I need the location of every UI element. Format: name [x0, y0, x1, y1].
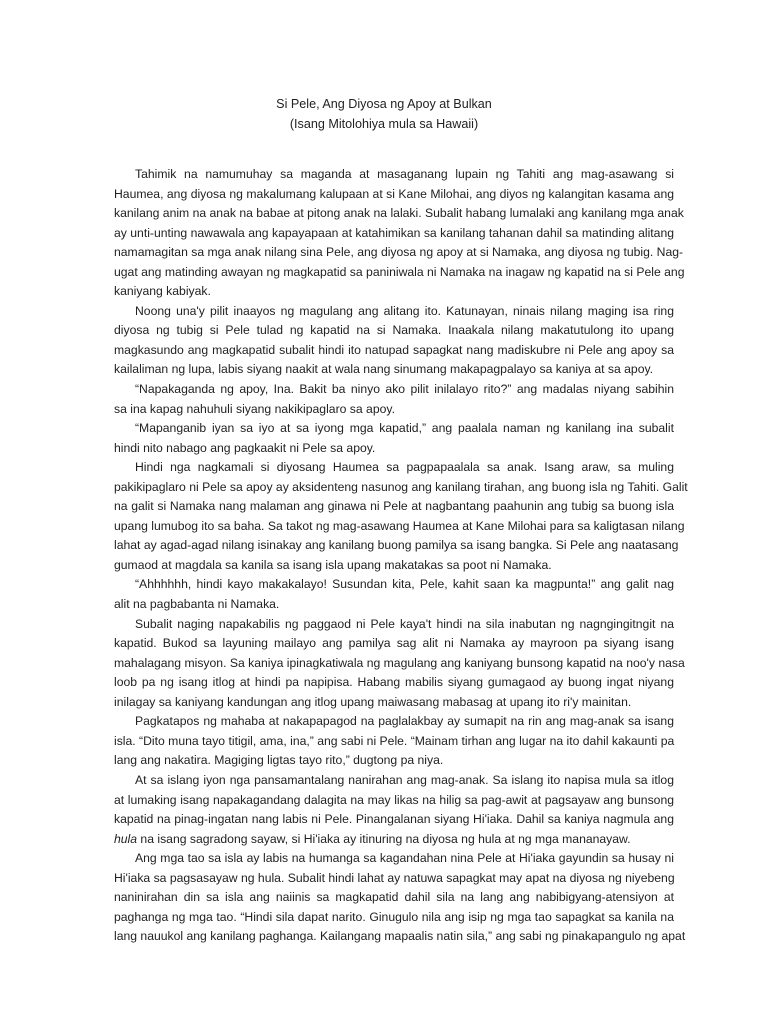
paragraph [114, 712, 674, 771]
text-line: na galit si Namaka nang malaman ang ginawa ni Pele at nagbantang paahunin ang tubig sa buong isla [114, 499, 674, 514]
paragraph [114, 458, 688, 575]
text-line: sa ina kapag nahuhuli siyang nakikipaglaro sa apoy. [114, 401, 395, 416]
italic-word: hula [114, 831, 138, 846]
text-line: ay unti-unting nawawala ang kapayapaan at katahimikan sa kanilang tahanan dahil sa matinding alitang [114, 225, 674, 240]
text-line: kapatid na pinag-ingatan nang labis ni Pele. Pinangalanan siyang Hi'iaka. Dahil sa kaniya nagmula ang [114, 812, 674, 827]
document-title: Si Pele, Ang Diyosa ng Apoy at Bulkan [276, 97, 492, 111]
paragraph [114, 302, 674, 380]
text-line: loob pa ng isang itlog at hindi pa napipisa. Habang mabilis siyang gumagaod ay buong ingat niyang [114, 675, 674, 690]
text-line: kailaliman ng lupa, labis siyang naakit at wala nang sinumang makapagpalayo sa kaniya at sa apoy. [114, 362, 654, 377]
text-line: Tahimik na namumuhay sa maganda at masaganang lupain ng Tahiti ang mag-asawang si [135, 167, 674, 181]
text-line: Haumea, ang diyosa ng makalumang kalupaan at si Kane Milohai, ang diyos ng kalangitan kasama ang [114, 186, 674, 201]
text-line: naninirahan din sa isla ang naiinis sa magkapatid dahil sila na lang ang nabibigyang-atensiyon at [114, 890, 674, 905]
text-line: At sa islang iyon nga pansamantalang nanirahan ang mag-anak. Sa islang ito napisa mula sa itlog [135, 772, 674, 787]
text-line: lang ang nakatira. Magiging ligtas tayo rito,” dugtong pa niya. [114, 753, 444, 768]
text-line: “Mapanganib iyan sa iyo at sa iyong mga kapatid,” ang paalala naman ng kanilang ina subalit [135, 421, 674, 436]
text-line: Hi'iaka sa pagsasayaw ng hula. Subalit hindi lahat ay natuwa sapagkat may apat na diyosa ng niyebeng [114, 870, 675, 885]
text-line: hindi nito nabago ang pagkaakit ni Pele sa apoy. [114, 440, 376, 455]
text-line: kapatid. Bukod sa layuning mailayo ang pamilya sag alit ni Namaka ay mayroon pa siyang isang [114, 636, 674, 651]
text-line: at lumaking isang napakagandang dalagita na may likas na hilig sa pag-awit at pagsayaw ang bunsong [114, 792, 674, 807]
document-subtitle: (Isang Mitolohiya mula sa Hawaii) [289, 117, 479, 131]
paragraph [114, 380, 674, 419]
text-line: pakikipaglaro ni Pele sa apoy ay aksidenteng nasunog ang kanilang tirahan, ang buong isla ng Tahiti. Galit [114, 479, 688, 494]
paragraph [114, 419, 674, 458]
text-line: Ang mga tao sa isla ay labis na humanga sa kagandahan nina Pele at Hi'iaka gayundin sa husay ni [135, 851, 674, 866]
text-line: inilagay sa kaniyang kandungan ang itlog upang maiwasang mabasag at upang ito ri'y mainitan. [114, 694, 632, 709]
paragraph [114, 849, 686, 947]
text-line: paghanga ng mga tao. “Hindi sila dapat narito. Ginugulo nila ang isip ng mga tao sapagkat sa kanila na [114, 909, 674, 924]
title-block [0, 94, 768, 134]
paragraph [114, 771, 674, 849]
text-line: Noong una'y pilit inaayos ng magulang ang alitang ito. Katunayan, ninais nilang maging isa ring [135, 303, 674, 318]
text-line: isla. “Dito muna tayo titigil, ama, ina,” ang sabi ni Pele. “Mainam tirhan ang lugar na ito dahil kakaunti pa [114, 733, 675, 748]
text-line: alit na pagbabanta ni Namaka. [114, 597, 280, 612]
text-line: kanilang anim na anak na babae at pitong anak na lalaki. Subalit habang lumalaki ang kanilang mga anak [114, 206, 684, 221]
text-line: ugat ang matinding awayan ng magkapatid sa paniniwala ni Namaka na inagaw ng kapatid na si Pele ang [114, 264, 685, 279]
text-line: Hindi nga nagkamali si diyosang Haumea sa pagpapaalala sa anak. Isang araw, sa muling [135, 460, 674, 475]
paragraph [114, 165, 685, 302]
text-line: gumaod at magdala sa kanila sa isang isla upang makatakas sa poot ni Namaka. [114, 557, 552, 572]
text-line: upang lumubog ito sa baha. Sa takot ng mag-asawang Haumea at Kane Milohai para sa kaligtasan nilang [114, 518, 685, 533]
text-line: diyosa ng tubig si Pele tulad ng kapatid na si Namaka. Inaakala nilang makatutulong ito upang [114, 323, 674, 338]
paragraph [114, 615, 685, 713]
text-line: “Ahhhhhh, hindi kayo makakalayo! Susundan kita, Pele, kahit saan ka magpunta!” ang galit nag [135, 577, 674, 592]
paragraph [114, 575, 674, 614]
text-line: “Napakaganda ng apoy, Ina. Bakit ba ninyo ako pilit inilalayo rito?” ang madalas niyang sabihin [135, 382, 674, 397]
text-line: Pagkatapos ng mahaba at nakapapagod na paglalakbay ay sumapit na rin ang mag-anak sa isang [135, 714, 674, 729]
text-line: namamagitan sa mga anak nilang sina Pele, ang diyosa ng apoy at si Namaka, ang diyosa ng tubig. Nag- [114, 245, 684, 260]
text-line: Subalit naging napakabilis ng paggaod ni Pele kaya't hindi na sila inabutan ng nagngingitngit na [135, 616, 674, 631]
text-line: hula na isang sagradong sayaw, si Hi'iaka ay itinuring na diyosa ng hula at ng mga mananayaw. [114, 831, 631, 846]
text-line: mahalagang misyon. Sa kaniya ipinagkatiwala ng magulang ang kaniyang bunsong kapatid na noo'y nasa [114, 655, 685, 670]
story-body [114, 165, 688, 947]
text-line: lang nauukol ang kanilang paghanga. Kailangang mapaalis natin sila,” ang sabi ng pinakapangulo ng apat [114, 929, 686, 944]
text-line: magkasundo ang magkapatid subalit hindi ito natupad sapagkat nang madiskubre ni Pele ang apoy sa [114, 342, 674, 357]
text-line: kaniyang kabiyak. [114, 284, 211, 299]
text-line: lahat ay agad-agad nilang isinakay ang kanilang buong pamilya sa isang bangka. Si Pele ang naatasang [114, 538, 679, 553]
